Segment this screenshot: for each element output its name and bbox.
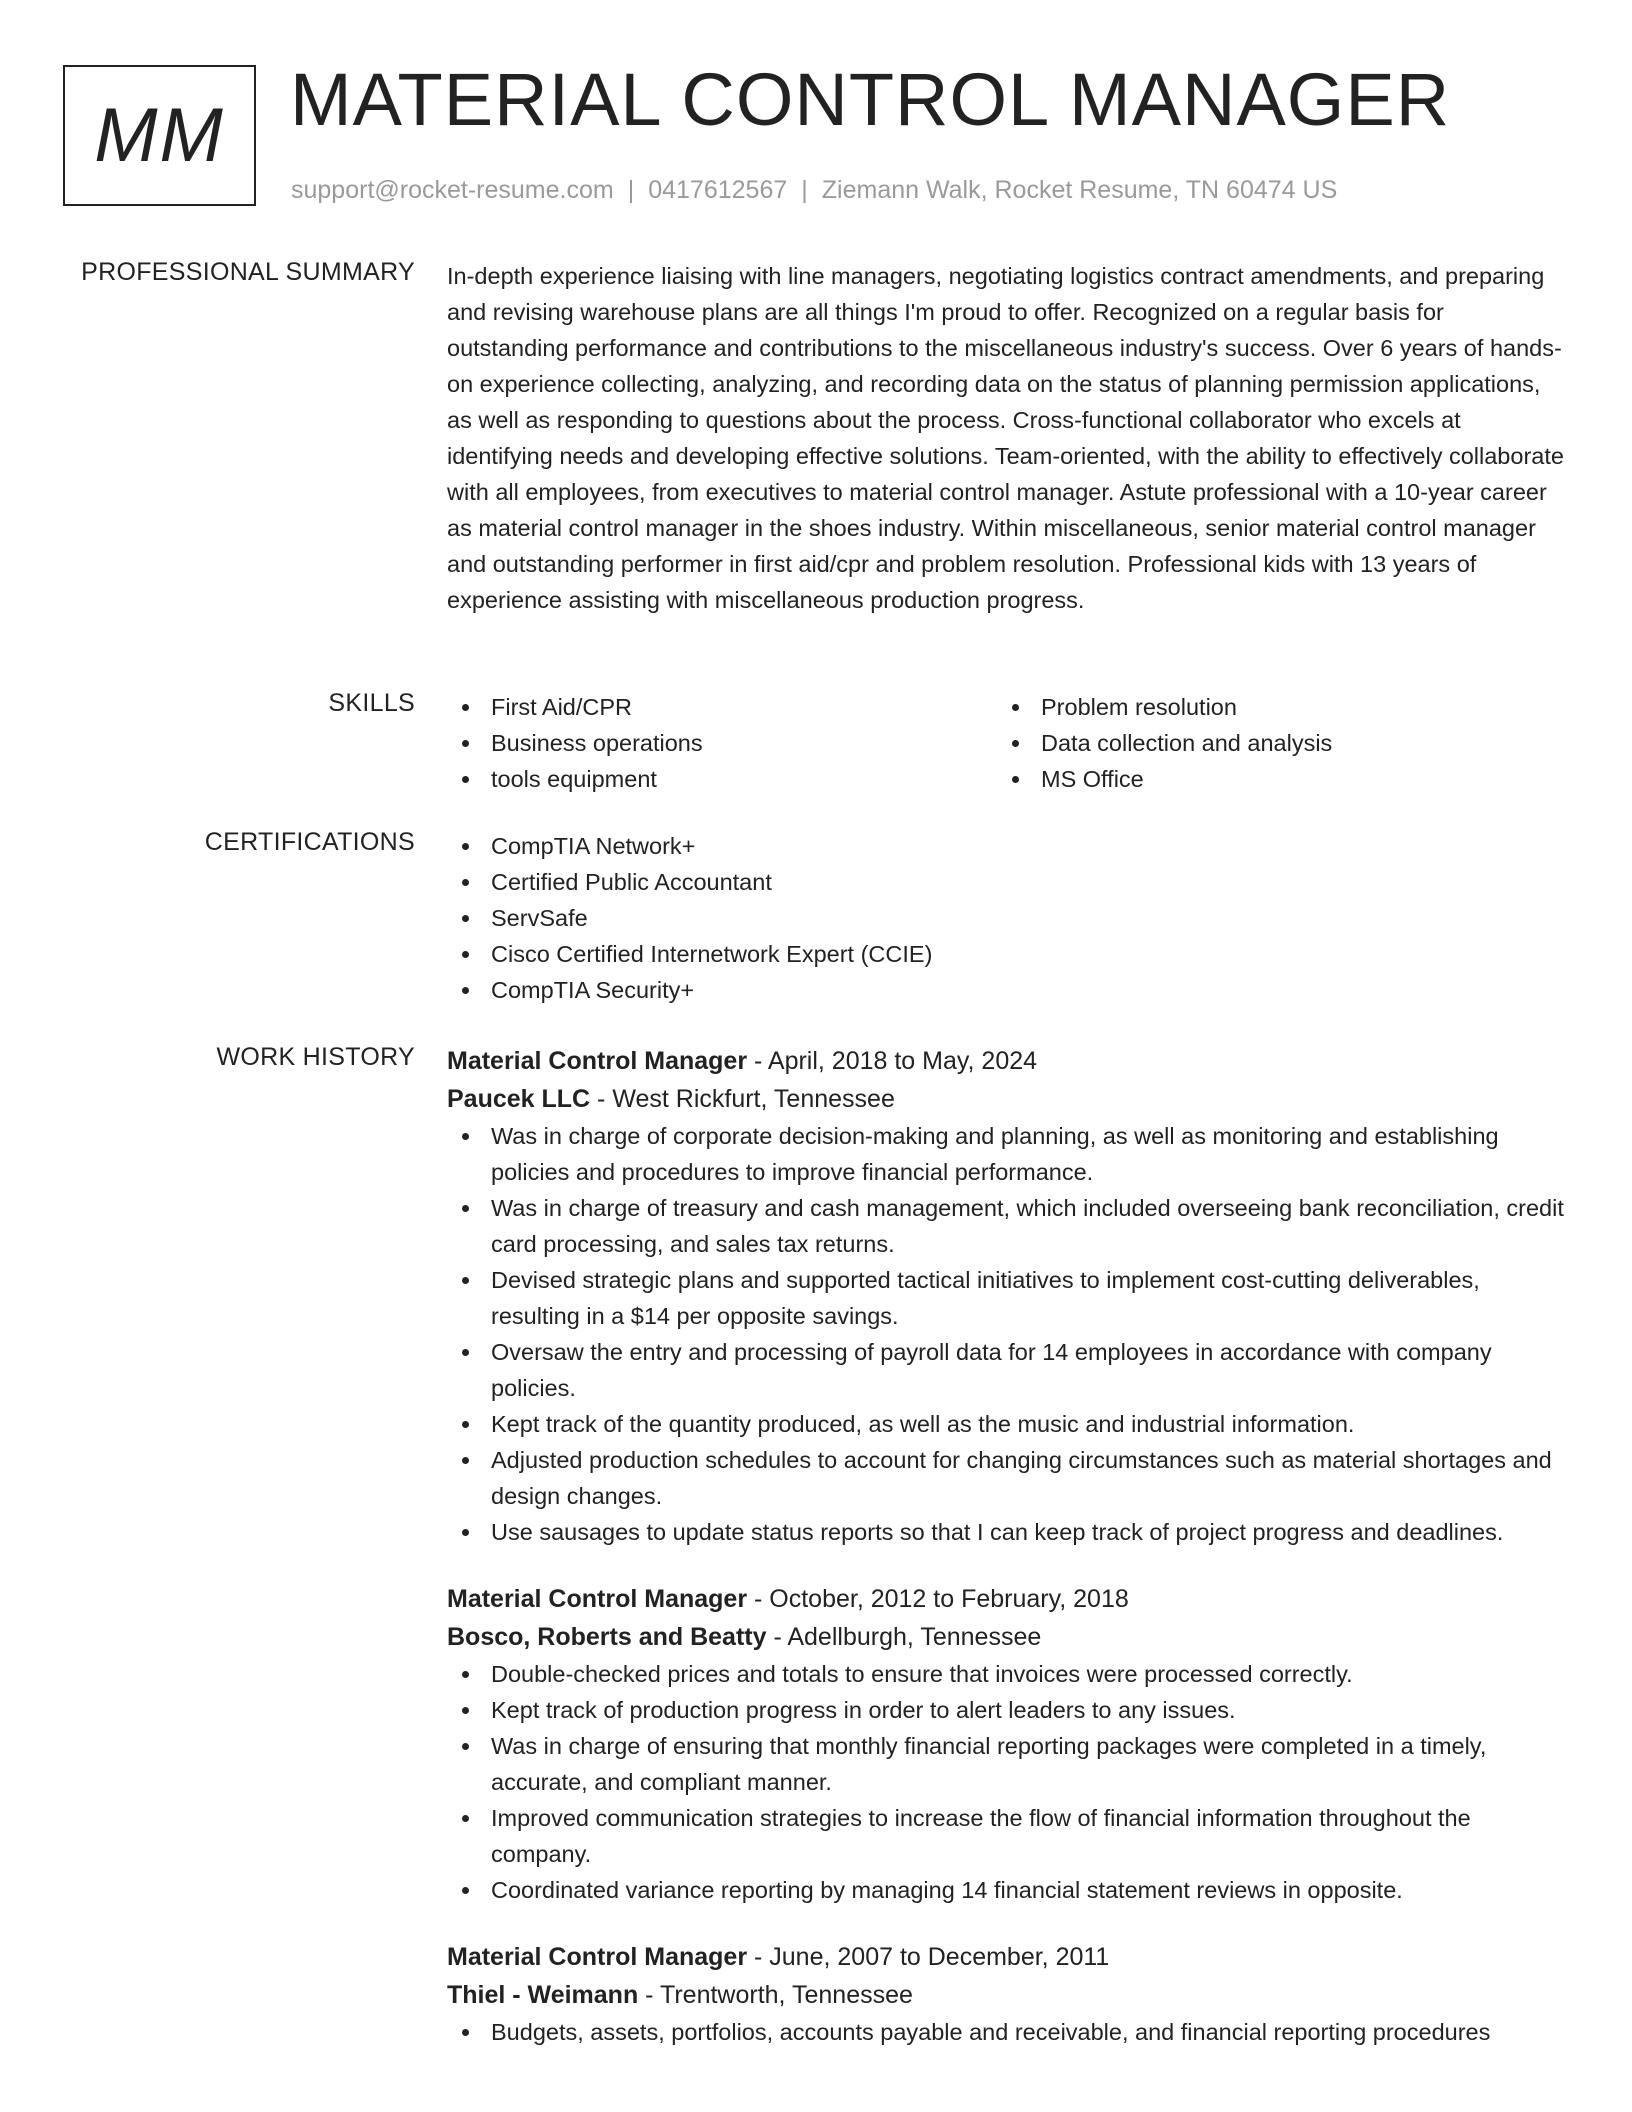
job-bullets bbox=[447, 2014, 1567, 2050]
job-company: Thiel - Weimann bbox=[447, 1981, 639, 2009]
summary-heading: PROFESSIONAL SUMMARY bbox=[81, 258, 415, 286]
skills-list-left bbox=[447, 689, 997, 797]
work-history-heading: WORK HISTORY bbox=[216, 1043, 415, 1071]
job-title-line bbox=[447, 1042, 1567, 1080]
resume-header bbox=[63, 58, 1563, 215]
job-entry bbox=[447, 1042, 1567, 1550]
job-bullet: Use sausages to update status reports so that I can keep track of project progress and deadlines. bbox=[447, 1514, 1567, 1550]
skill-item: MS Office bbox=[997, 761, 1547, 797]
certification-item: CompTIA Network+ bbox=[447, 828, 1567, 864]
contact-phone: 0417612567 bbox=[648, 176, 788, 204]
certification-item: Cisco Certified Internetwork Expert (CCIE) bbox=[447, 936, 1567, 972]
resume-title: MATERIAL CONTROL MANAGER bbox=[290, 58, 1451, 141]
job-role: Material Control Manager bbox=[447, 1047, 748, 1075]
skill-item: Problem resolution bbox=[997, 689, 1547, 725]
job-dates: - October, 2012 to February, 2018 bbox=[747, 1585, 1129, 1613]
job-bullets bbox=[447, 1656, 1567, 1908]
skills-grid bbox=[447, 689, 1567, 797]
job-location: - West Rickfurt, Tennessee bbox=[590, 1085, 895, 1113]
job-bullet: Double-checked prices and totals to ensure that invoices were processed correctly. bbox=[447, 1656, 1567, 1692]
job-bullet: Adjusted production schedules to account for changing circumstances such as material shortages and design changes. bbox=[447, 1442, 1567, 1514]
job-company-line bbox=[447, 1976, 1567, 2014]
job-bullet: Oversaw the entry and processing of payroll data for 14 employees in accordance with company policies. bbox=[447, 1334, 1567, 1406]
job-bullet: Improved communication strategies to increase the flow of financial information throughout the company. bbox=[447, 1800, 1567, 1872]
job-bullet: Was in charge of ensuring that monthly financial reporting packages were completed in a timely, accurate, and compliant manner. bbox=[447, 1728, 1567, 1800]
job-role: Material Control Manager bbox=[447, 1943, 748, 1971]
job-dates: - June, 2007 to December, 2011 bbox=[747, 1943, 1110, 1971]
skill-item: Data collection and analysis bbox=[997, 725, 1547, 761]
certification-item: CompTIA Security+ bbox=[447, 972, 1567, 1008]
job-bullet: Kept track of the quantity produced, as well as the music and industrial information. bbox=[447, 1406, 1567, 1442]
job-company-line bbox=[447, 1080, 1567, 1118]
job-entry bbox=[447, 1580, 1567, 1908]
job-location: - Adellburgh, Tennessee bbox=[766, 1623, 1042, 1651]
job-location: - Trentworth, Tennessee bbox=[638, 1981, 913, 2009]
contact-line bbox=[291, 176, 1337, 205]
certifications-heading: CERTIFICATIONS bbox=[204, 828, 415, 856]
certifications-body bbox=[447, 828, 1567, 1008]
contact-email: support@rocket-resume.com bbox=[291, 176, 614, 204]
skill-item: tools equipment bbox=[447, 761, 997, 797]
contact-separator: | bbox=[801, 176, 808, 204]
job-bullet: Devised strategic plans and supported tactical initiatives to implement cost-cutting deliverables, resulting in a $14 per opposite savings. bbox=[447, 1262, 1567, 1334]
summary-text: In-depth experience liaising with line managers, negotiating logistics contract amendments, and preparing and revising warehouse plans are all things I'm proud to offer. Recognized on a regular basis for outstanding performance and contributions to the miscellaneous industry's success. Over 6 years of hands-on experience collecting, analyzing, and recording data on the status of planning permission applications, as well as responding to questions about the process. Cross-functional collaborator who excels at identifying needs and developing effective solutions. Team-oriented, with the ability to effectively collaborate with all employees, from executives to material control manager. Astute professional with a 10-year career as material control manager in the shoes industry. Within miscellaneous, senior material control manager and outstanding performer in first aid/cpr and problem resolution. Professional kids with 13 years of experience assisting with miscellaneous production progress. bbox=[447, 263, 1564, 613]
job-bullet: Was in charge of treasury and cash management, which included overseeing bank reconciliation, credit card processing, and sales tax returns. bbox=[447, 1190, 1567, 1262]
skills-heading: SKILLS bbox=[328, 689, 415, 717]
job-entry bbox=[447, 1938, 1567, 2050]
job-title-line bbox=[447, 1580, 1567, 1618]
job-bullet: Was in charge of corporate decision-making and planning, as well as monitoring and establishing policies and procedures to improve financial performance. bbox=[447, 1118, 1567, 1190]
certifications-list bbox=[447, 828, 1567, 1008]
monogram-badge: MM bbox=[63, 65, 256, 206]
job-company: Paucek LLC bbox=[447, 1085, 591, 1113]
job-bullets bbox=[447, 1118, 1567, 1550]
skill-item: Business operations bbox=[447, 725, 997, 761]
contact-separator: | bbox=[627, 176, 635, 204]
job-company: Bosco, Roberts and Beatty bbox=[447, 1623, 767, 1651]
job-title-line bbox=[447, 1938, 1567, 1976]
job-dates: - April, 2018 to May, 2024 bbox=[747, 1047, 1038, 1075]
skills-list-right bbox=[997, 689, 1547, 797]
certification-item: Certified Public Accountant bbox=[447, 864, 1567, 900]
job-company-line bbox=[447, 1618, 1567, 1656]
job-role: Material Control Manager bbox=[447, 1585, 748, 1613]
skills-body bbox=[447, 689, 1567, 797]
work-history-body bbox=[447, 1042, 1567, 2080]
job-bullet: Budgets, assets, portfolios, accounts payable and receivable, and financial reporting procedures bbox=[447, 2014, 1567, 2050]
summary-body bbox=[447, 258, 1567, 618]
certification-item: ServSafe bbox=[447, 900, 1567, 936]
job-bullet: Coordinated variance reporting by managing 14 financial statement reviews in opposite. bbox=[447, 1872, 1567, 1908]
job-bullet: Kept track of production progress in order to alert leaders to any issues. bbox=[447, 1692, 1567, 1728]
contact-address: Ziemann Walk, Rocket Resume, TN 60474 US bbox=[821, 176, 1338, 204]
skill-item: First Aid/CPR bbox=[447, 689, 997, 725]
